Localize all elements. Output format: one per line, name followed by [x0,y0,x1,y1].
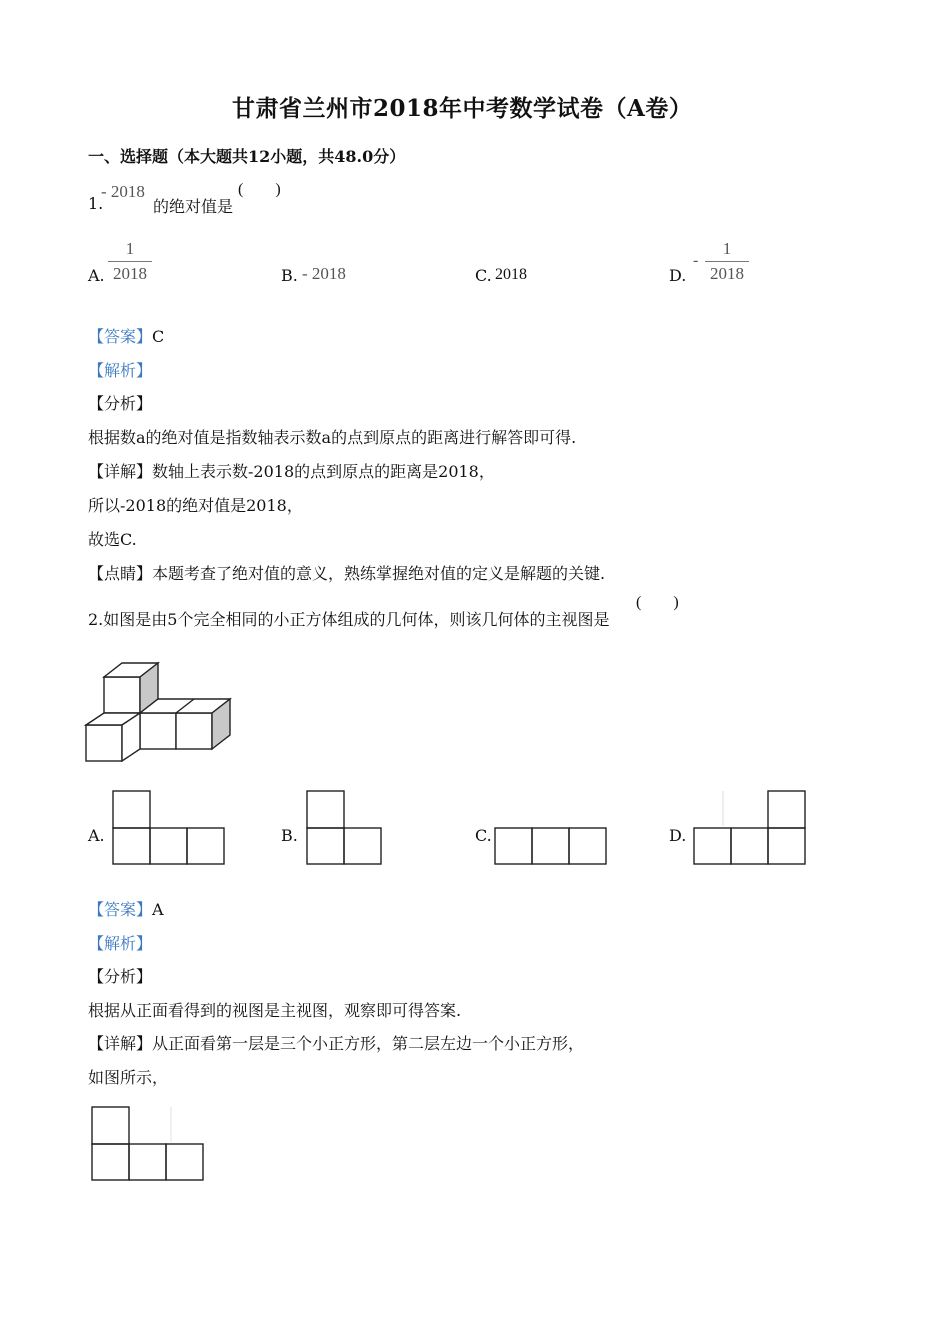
q1-option-b-label: B. [281,266,298,285]
fraction-numerator: 1 [722,239,732,258]
q2-option-a-label: A. [88,826,105,845]
q1-option-a-label: A. [88,266,105,285]
q2-stem: 2.如图是由5个完全相同的小正方体组成的几何体，则该几何体的主视图是 [88,610,610,629]
page-title: 甘肃省兰州市2018年中考数学试卷（A卷） [232,95,693,122]
detail-tag: 【详解】 [88,462,153,481]
dianjing-text: 本题考查了绝对值的意义，熟练掌握绝对值的定义是解题的关键. [152,564,606,583]
answer-tag: 【答案】 [88,900,153,919]
dianjing-tag: 【点睛】 [88,564,153,583]
q1-answer-paren: ( ) [238,181,281,198]
detail-text: 从正面看第一层是三个小正方形，第二层左边一个小正方形， [152,1034,585,1053]
answer-value: C [152,327,165,346]
q1-number: 1. [88,194,104,213]
q1-expression: - 2018 [101,182,145,201]
q1-option-c-value: 2018 [495,266,527,283]
q1-stem: 的绝对值是 [153,197,234,216]
q2-solution-figure [91,1106,205,1182]
q1-answer [88,324,164,347]
q2-fenxi-text: 根据从正面看得到的视图是主视图，观察即可得答案. [88,1001,462,1020]
q2-jiexi-tag: 【解析】 [88,934,153,953]
q1-detail [88,459,495,482]
q1-option-d-sign: - [693,252,699,269]
q2-option-d-figure [693,790,807,866]
detail-tag: 【详解】 [88,1034,153,1053]
q1-jiexi-tag: 【解析】 [88,361,153,380]
fraction-denominator: 2018 [710,264,744,283]
q1-option-a-fraction [108,238,152,285]
q2-option-b-label: B. [281,826,298,845]
q1-fenxi-tag: 【分析】 [88,394,153,413]
q2-option-c-label: C. [475,826,492,845]
q1-option-c-label: C. [475,266,492,285]
q2-option-a-figure [112,790,226,866]
answer-value: A [152,900,164,919]
fraction-numerator: 1 [125,239,135,258]
detail-text: 数轴上表示数-2018的点到原点的距离是2018， [152,462,495,481]
q2-option-c-figure [494,827,608,866]
answer-tag: 【答案】 [88,327,153,346]
q2-option-b-figure [306,790,383,866]
fraction-bar [705,261,749,262]
q2-option-d-label: D. [669,826,687,845]
q2-cube-figure [86,660,236,764]
q2-answer [88,897,164,920]
q2-detail [88,1031,584,1054]
q2-detail-line-2: 如图所示， [88,1068,169,1087]
q2-fenxi-tag: 【分析】 [88,967,153,986]
q2-answer-paren: ( ) [636,594,679,611]
q1-option-d-label: D. [669,266,687,285]
section-heading: 一、选择题（本大题共12小题，共48.0分） [88,147,406,166]
q1-dianjing [88,561,605,584]
fraction-denominator: 2018 [113,264,147,283]
q1-fenxi-text: 根据数a的绝对值是指数轴表示数a的点到原点的距离进行解答即可得. [88,428,577,447]
q1-detail-line-2: 所以-2018的绝对值是2018， [88,496,303,515]
q1-detail-line-3: 故选C. [88,530,137,549]
q1-option-b-value: - 2018 [302,264,346,283]
q1-option-d-fraction [705,238,749,285]
fraction-bar [108,261,152,262]
